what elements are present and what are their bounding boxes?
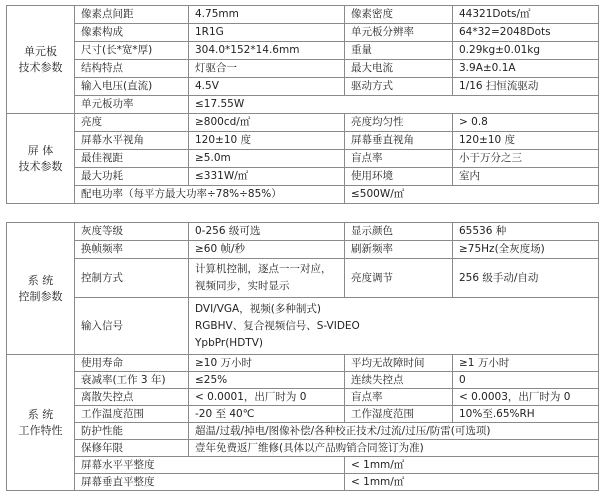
param-label: 刷新频率 (345, 241, 453, 259)
table-row (7, 223, 599, 241)
param-label: 工作温度范围 (75, 406, 189, 423)
param-label: 连续失控点 (345, 372, 453, 389)
param-label: 平均无故障时间 (345, 355, 453, 372)
param-value: 4.5V (189, 78, 345, 96)
param-label: 屏幕垂直平整度 (75, 474, 345, 491)
param-value-multiline (189, 259, 345, 298)
section-system-characteristics-label (7, 355, 75, 491)
param-value: 64*32=2048Dots (453, 24, 599, 42)
param-label: 盲点率 (345, 150, 453, 168)
spec-table-top (6, 5, 599, 204)
category-line: 系 统 (27, 407, 54, 421)
table-row (7, 6, 599, 24)
param-label: 防护性能 (75, 423, 189, 440)
table-row (7, 24, 599, 42)
table-row (7, 389, 599, 406)
category-line: 控制参数 (18, 289, 63, 303)
value-line: 计算机控制，逐点一一对应， (195, 263, 332, 275)
param-value: ≥60 帧/秒 (189, 241, 345, 259)
param-value: 120±10 度 (453, 132, 599, 150)
param-value: 44321Dots/㎡ (453, 6, 599, 24)
param-value: 0-256 级可选 (189, 223, 345, 241)
param-label: 屏幕水平视角 (75, 132, 189, 150)
param-value-multiline (189, 298, 599, 355)
table-row (7, 186, 599, 204)
param-label: 单元板分辨率 (345, 24, 453, 42)
category-line: 技术参数 (18, 159, 63, 173)
param-value: 壹年免费返厂维修(具体以产品购销合同签订为准) (189, 440, 599, 457)
param-label: 使用寿命 (75, 355, 189, 372)
param-value: 65536 种 (453, 223, 599, 241)
param-label: 驱动方式 (345, 78, 453, 96)
param-label: 使用环境 (345, 168, 453, 186)
param-label: 像素点间距 (75, 6, 189, 24)
param-value: < 1mm/㎡ (345, 474, 599, 491)
param-value: 256 级手动/自动 (453, 259, 599, 298)
param-value: 灯驱合一 (189, 60, 345, 78)
param-value: ≥800cd/㎡ (189, 114, 345, 132)
section-unit-board-label (7, 6, 75, 114)
value-line: DVI/VGA，视频(多种制式) (195, 302, 321, 315)
param-label: 最大功耗 (75, 168, 189, 186)
table-row (7, 372, 599, 389)
param-label: 最佳视距 (75, 150, 189, 168)
param-value: 1/16 扫恒流驱动 (453, 78, 599, 96)
category-line: 技术参数 (18, 60, 63, 74)
param-value: < 1mm/㎡ (345, 457, 599, 474)
table-row (7, 241, 599, 259)
param-label: 离散失控点 (75, 389, 189, 406)
value-line: RGBHV、复合视频信号、S-VIDEO (195, 319, 360, 332)
table-row (7, 259, 599, 298)
param-value: 小于万分之三 (453, 150, 599, 168)
param-value: < 0.0001，出厂时为 0 (189, 389, 345, 406)
param-value: > 0.8 (453, 114, 599, 132)
table-row (7, 423, 599, 440)
table-row (7, 298, 599, 355)
param-label: 重量 (345, 42, 453, 60)
param-label: 像素密度 (345, 6, 453, 24)
table-row (7, 440, 599, 457)
table-row (7, 78, 599, 96)
category-line: 屏 体 (27, 143, 54, 157)
param-value: 120±10 度 (189, 132, 345, 150)
param-label: 亮度 (75, 114, 189, 132)
param-label: 亮度调节 (345, 259, 453, 298)
param-label: 尺寸(长*宽*厚) (75, 42, 189, 60)
param-label: 保修年限 (75, 440, 189, 457)
category-line: 系 统 (27, 273, 54, 287)
param-label: 输入电压(直流) (75, 78, 189, 96)
param-value: ≤17.55W (189, 96, 599, 114)
param-value: 3.9A±0.1A (453, 60, 599, 78)
category-line: 工作特性 (18, 423, 63, 437)
table-row (7, 96, 599, 114)
param-value: ≤500W/㎡ (345, 186, 599, 204)
param-value: 10%至.65%RH (453, 406, 599, 423)
param-label: 单元板功率 (75, 96, 189, 114)
section-screen-body-label (7, 114, 75, 204)
table-row (7, 42, 599, 60)
param-value: 304.0*152*14.6mm (189, 42, 345, 60)
param-value: 0.29kg±0.01kg (453, 42, 599, 60)
category-line: 单元板 (24, 44, 57, 58)
param-label: 盲点率 (345, 389, 453, 406)
table-row (7, 355, 599, 372)
param-value: -20 至 40℃ (189, 406, 345, 423)
param-label: 控制方式 (75, 259, 189, 298)
param-label: 显示颜色 (345, 223, 453, 241)
param-value: ≥75Hz(全灰度场) (453, 241, 599, 259)
table-row (7, 406, 599, 423)
param-label: 衰减率(工作 3 年) (75, 372, 189, 389)
table-row (7, 60, 599, 78)
param-label: 工作湿度范围 (345, 406, 453, 423)
param-value: 1R1G (189, 24, 345, 42)
param-value: ≥5.0m (189, 150, 345, 168)
param-label: 配电功率（每平方最大功率÷78%÷85%） (75, 186, 345, 204)
param-label: 最大电流 (345, 60, 453, 78)
value-line: YpbPr(HDTV) (195, 336, 263, 349)
param-value: ≤331W/㎡ (189, 168, 345, 186)
param-value: 超温/过载/掉电/图像补偿/各种校正技术/过流/过压/防雷(可选项) (189, 423, 599, 440)
param-value: 4.75mm (189, 6, 345, 24)
param-value: < 0.0003，出厂时为 0 (453, 389, 599, 406)
table-row (7, 168, 599, 186)
spec-table-bottom (6, 222, 599, 491)
table-row (7, 150, 599, 168)
param-label: 换帧频率 (75, 241, 189, 259)
param-value: 室内 (453, 168, 599, 186)
param-label: 像素构成 (75, 24, 189, 42)
param-label: 输入信号 (75, 298, 189, 355)
table-row (7, 114, 599, 132)
param-value: 0 (453, 372, 599, 389)
param-label: 结构特点 (75, 60, 189, 78)
section-system-control-label (7, 223, 75, 355)
param-value: ≥1 万小时 (453, 355, 599, 372)
param-label: 亮度均匀性 (345, 114, 453, 132)
param-label: 灰度等级 (75, 223, 189, 241)
value-line: 视频同步，实时显示 (195, 280, 290, 292)
table-row (7, 132, 599, 150)
param-label: 屏幕垂直视角 (345, 132, 453, 150)
param-value: ≤25% (189, 372, 345, 389)
table-row (7, 474, 599, 491)
param-label: 屏幕水平平整度 (75, 457, 345, 474)
table-row (7, 457, 599, 474)
param-value: ≥10 万小时 (189, 355, 345, 372)
